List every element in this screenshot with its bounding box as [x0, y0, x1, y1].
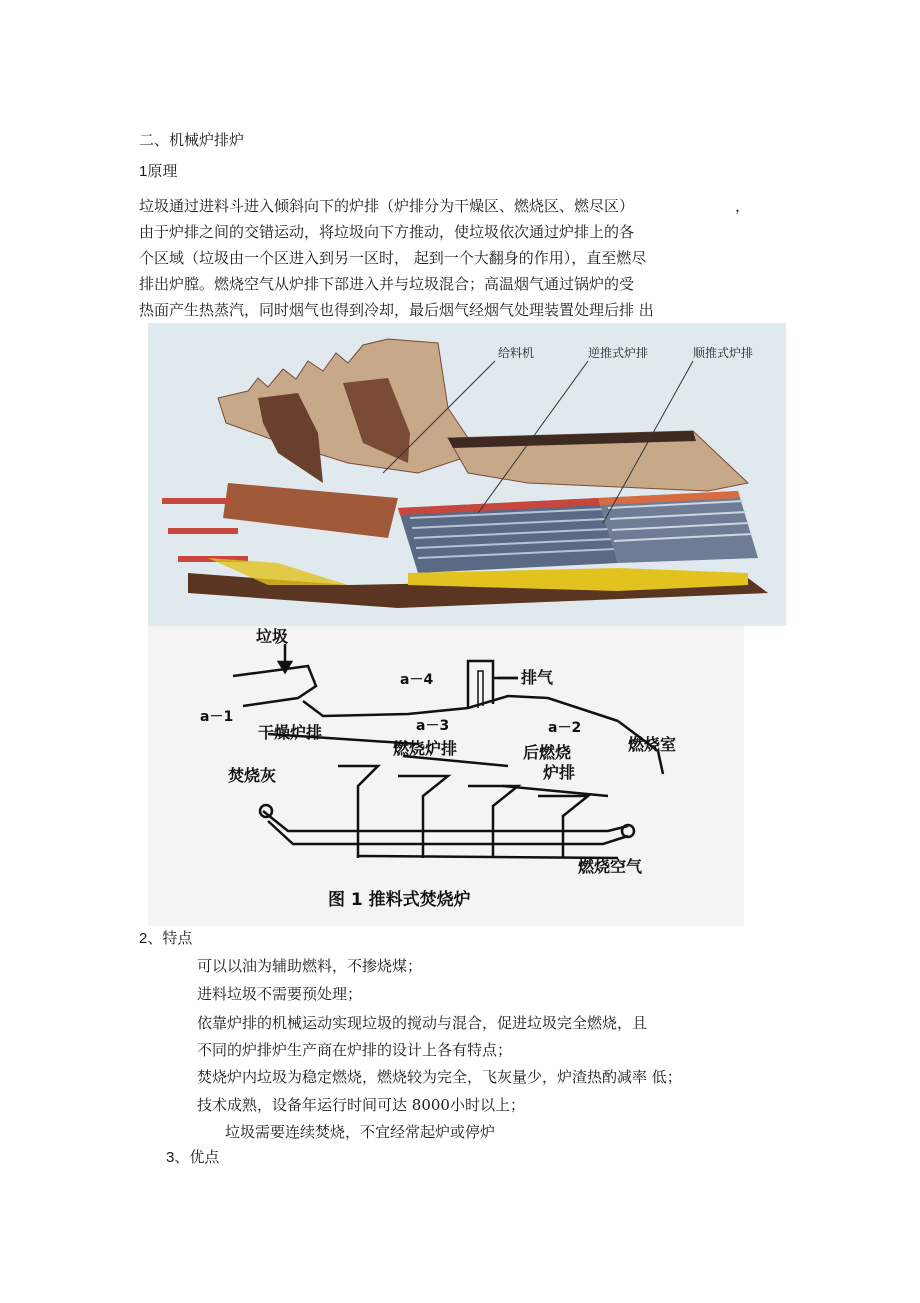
- incinerator-diagram: [148, 626, 744, 926]
- after-grate-line: [503, 786, 608, 796]
- label-a2: a－2: [548, 720, 582, 736]
- label-after-burn: 后燃烧: [523, 743, 572, 762]
- reverse-grate: [398, 498, 618, 573]
- label-garbage: 垃圾: [256, 627, 289, 646]
- paragraph-line: 热面产生热蒸汽，同时烟气也得到冷却，最后烟气经烟气处理装置处理后排 出: [139, 301, 654, 319]
- feature-item: 不同的炉排炉生产商在炉排的设计上各有特点；: [197, 1041, 513, 1059]
- paragraph-line: ，: [735, 197, 751, 215]
- paragraph-line: 个区域（垃圾由一个区进入到另一区时， 起到一个大翻身的作用），直至燃尽: [139, 249, 647, 267]
- feature-item: 依靠炉排的机械运动实现垃圾的搅动与混合，促进垃圾完全燃烧，且: [197, 1014, 648, 1032]
- label-after-grate: 炉排: [543, 763, 576, 782]
- feed-hopper: [233, 666, 316, 706]
- label-forward-grate: 顺推式炉排: [693, 346, 754, 360]
- feeder-platform: [223, 483, 398, 538]
- label-exhaust: 排气: [521, 668, 554, 687]
- label-burn-grate: 燃烧炉排: [393, 739, 458, 758]
- label-feeder: 给料机: [498, 346, 535, 360]
- label-a1: a－1: [200, 709, 234, 725]
- feature-item: 可以以油为辅助燃料，不掺烧煤；: [197, 957, 423, 975]
- paragraph-line: 由于炉排之间的交错运动，将垃圾向下方推动，使垃圾依次通过炉排上的各: [139, 223, 635, 241]
- feature-item: 进料垃圾不需要预处理；: [197, 985, 363, 1003]
- label-ash: 焚烧灰: [228, 766, 277, 785]
- label-air: 燃烧空气: [578, 857, 643, 876]
- feature-item: 焚烧炉内垃圾为稳定燃烧，燃烧较为完全，飞灰量少，炉渣热酌减率 低；: [197, 1068, 682, 1086]
- hopper-back-wall: [218, 339, 478, 473]
- forward-grate: [598, 491, 758, 563]
- label-dry-grate: 干燥炉排: [258, 723, 323, 742]
- principle-heading: 1原理: [139, 163, 178, 180]
- label-a3: a－3: [416, 718, 450, 734]
- features-heading: 2、特点: [139, 930, 193, 947]
- paragraph-line: 排出炉膛。燃烧空气从炉排下部进入并与垃圾混合；高温烟气通过锅炉的受: [139, 275, 635, 293]
- feature-item: 技术成熟，设备年运行时间可达 8000小时以上；: [197, 1096, 525, 1114]
- advantages-heading: 3、优点: [166, 1149, 220, 1166]
- furnace-roof: [303, 696, 618, 721]
- label-combustion-chamber: 燃烧室: [628, 735, 677, 754]
- push-rod: [168, 528, 238, 534]
- push-rod: [162, 498, 232, 504]
- paragraph-line: 垃圾通过进料斗进入倾斜向下的炉排（炉排分为干燥区、燃烧区、燃尽区）: [139, 197, 635, 215]
- grate-3d-illustration: [148, 323, 786, 626]
- feature-item: 垃圾需要连续焚烧，不宜经常起炉或停炉: [225, 1123, 496, 1141]
- figure-caption: 图 1 推料式焚烧炉: [328, 890, 471, 910]
- ash-conveyor: [263, 811, 628, 831]
- label-a4: a－4: [400, 672, 434, 688]
- section-heading: 二、机械炉排炉: [139, 131, 245, 149]
- label-reverse-grate: 逆推式炉排: [588, 346, 649, 360]
